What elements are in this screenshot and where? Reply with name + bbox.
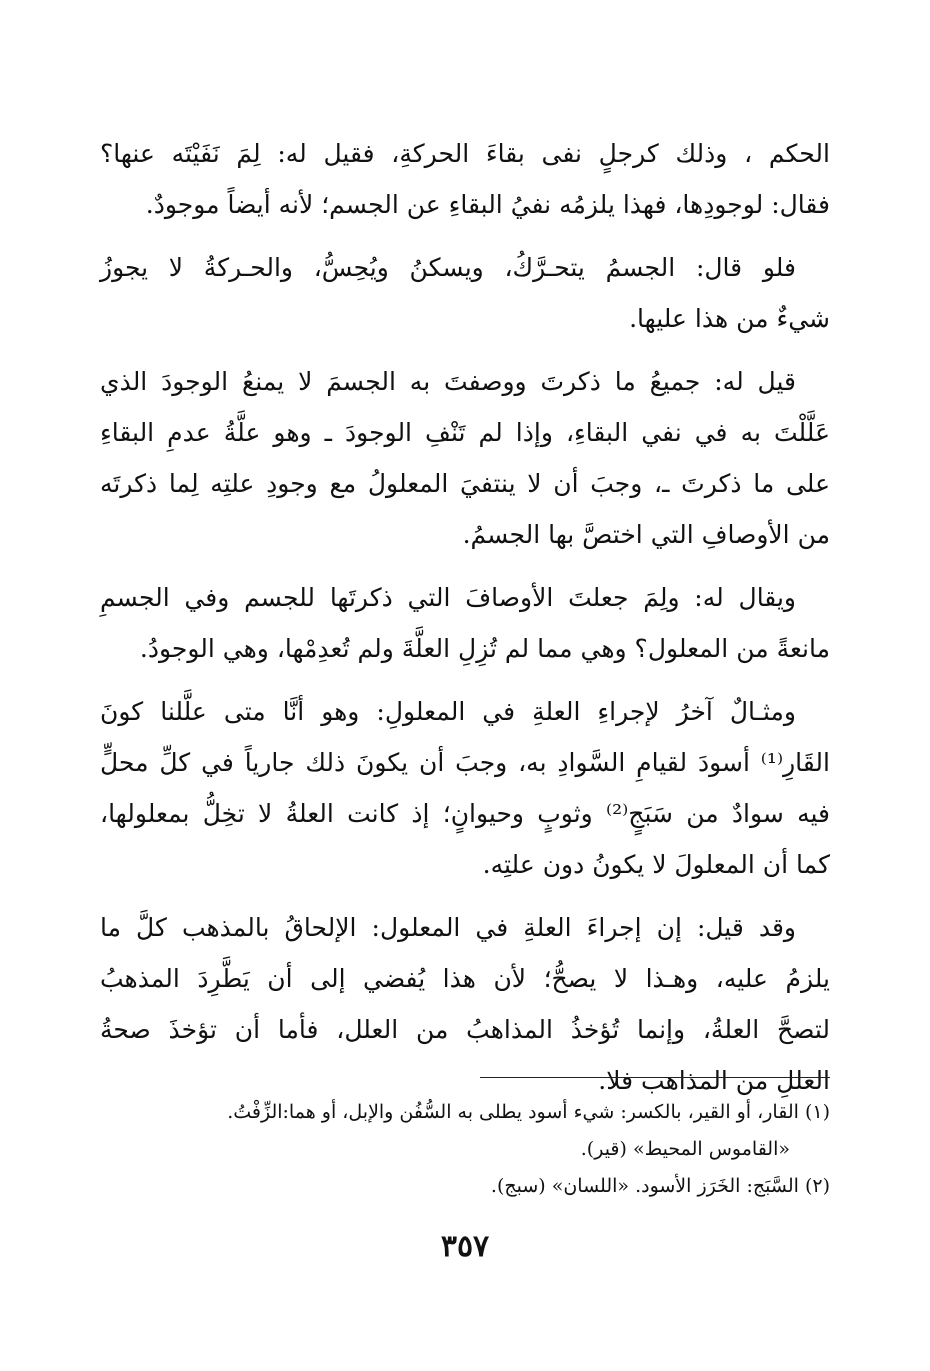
paragraph-2 bbox=[100, 242, 830, 344]
text-line: لتصحَّ العلةُ، وإنما تُؤخذُ المذاهبُ من العلل، فأما أن تؤخذَ صحةُ bbox=[100, 1015, 830, 1044]
text-line: يلزمُ عليه، وهـذا لا يصحُّ؛ لأن هذا يُفضي إلى أن يَطَّرِدَ المذهبُ bbox=[100, 964, 830, 993]
text-line: فقال: لوجودِها، فهذا يلزمُه نفيُ البقاءِ عن الجسم؛ لأنه أيضاً موجودٌ. bbox=[145, 190, 830, 219]
footnote-separator bbox=[480, 1077, 830, 1078]
text-line: العللِ من المذاهب فلا. bbox=[598, 1066, 830, 1095]
footnote-2: (٢) السَّبَج: الخَرَز الأسود. «اللسان» (سبج). bbox=[490, 1175, 830, 1197]
text-line: فلو قال: الجسمُ يتحـرَّكُ، ويسكنُ ويُحِسُّ، والحـركةُ لا يجوزُ bbox=[100, 253, 796, 282]
page-number: ٣٥٧ bbox=[440, 1229, 490, 1264]
footnotes bbox=[100, 1094, 830, 1205]
paragraph-1 bbox=[100, 128, 830, 230]
paragraph-4 bbox=[100, 572, 830, 674]
text-line: مانعةً من المعلول؟ وهي مما لم تُزِلِ العلَّةَ ولم تُعدِمْها، وهي الوجودُ. bbox=[139, 634, 830, 663]
footnote-1-continuation: «القاموس المحيط» (قير). bbox=[580, 1138, 790, 1160]
text-line: فيه سوادٌ من سَبَجٍ⁽²⁾ وثوبٍ وحيوانٍ؛ إذ كانت العلةُ لا تخِلُّ بمعلولها، bbox=[100, 799, 830, 828]
text-line: على ما ذكرتَ ـ، وجبَ أن لا ينتفيَ المعلولُ مع وجودِ علتِه لِما ذكرتَه bbox=[100, 469, 830, 498]
footnote-1: (١) القار، أو القير، بالكسر: شيء أسود يطلى به السُّفُن والإبل، أو هما:الزِّفْتُ. bbox=[227, 1101, 830, 1123]
paragraph-6 bbox=[100, 902, 830, 1106]
main-text bbox=[100, 128, 830, 1118]
text-line: كما أن المعلولَ لا يكونُ دون علتِه. bbox=[482, 850, 830, 879]
text-line: ويقال له: ولِمَ جعلتَ الأوصافَ التي ذكرتَها للجسم وفي الجسمِ bbox=[100, 583, 796, 612]
text-line: شيءٌ من هذا عليها. bbox=[629, 304, 830, 333]
text-line: القَارِ⁽¹⁾ أسودَ لقيامِ السَّوادِ به، وجبَ أن يكونَ ذلك جارياً في كلِّ محلٍّ bbox=[100, 748, 830, 777]
text-line: ومثـالٌ آخرُ لإجراءِ العلةِ في المعلولِ: وهو أنَّا متى علَّلنا كونَ bbox=[100, 697, 796, 726]
text-line: وقد قيل: إن إجراءَ العلةِ في المعلول: الإلحاقُ بالمذهب كلَّ ما bbox=[100, 913, 796, 942]
paragraph-3 bbox=[100, 356, 830, 560]
text-line: من الأوصافِ التي اختصَّ بها الجسمُ. bbox=[462, 520, 830, 549]
text-line: الحكم ، وذلك كرجلٍ نفى بقاءَ الحركةِ، فقيل له: لِمَ نَفَيْتَه عنها؟ bbox=[100, 139, 830, 168]
text-line: عَلَّلْتَ به في نفي البقاءِ، وإذا لم تَنْفِ الوجودَ ـ وهو علَّةُ عدمِ البقاءِ bbox=[100, 418, 830, 447]
paragraph-5 bbox=[100, 686, 830, 890]
text-line: قيل له: جميعُ ما ذكرتَ ووصفتَ به الجسمَ لا يمنعُ الوجودَ الذي bbox=[100, 367, 796, 396]
